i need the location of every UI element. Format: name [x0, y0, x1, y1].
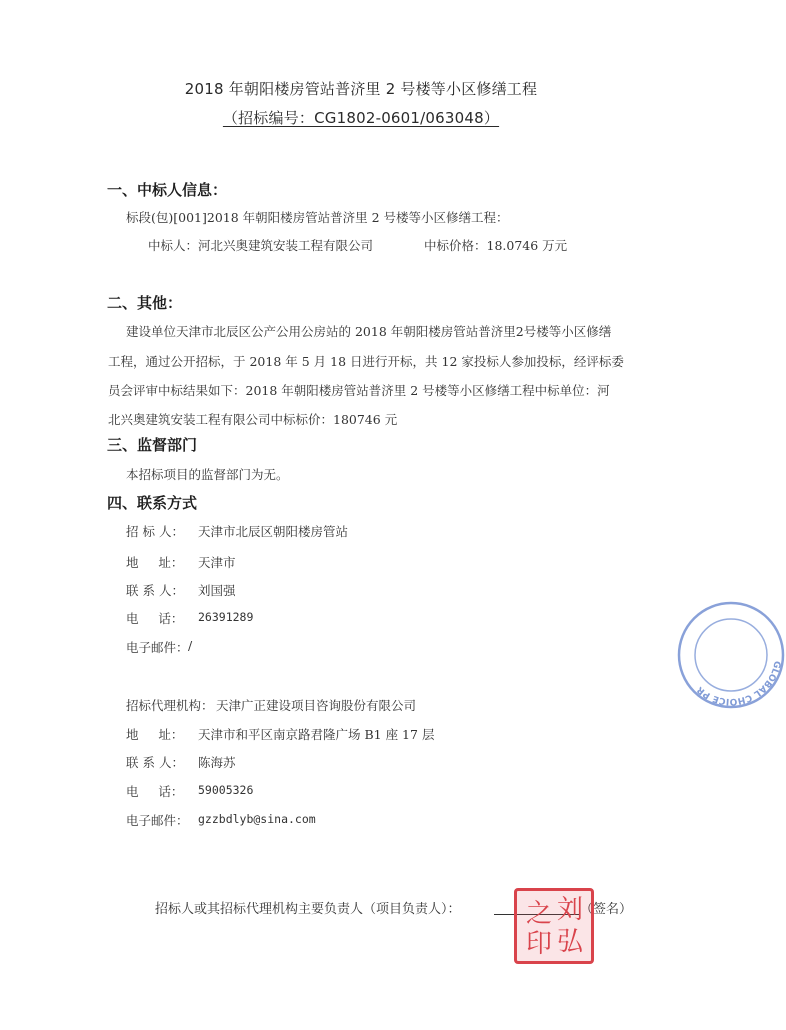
contact-label	[126, 522, 198, 540]
stamp-char: 弘	[557, 927, 584, 957]
contact-person-label: 联 系 人：	[126, 583, 184, 598]
agency-address-label: 地 址：	[126, 727, 184, 742]
section-other-heading: 二、其他：	[107, 294, 183, 312]
other-paragraph-line: 北兴奥建筑安装工程有限公司中标标价：180746 元	[108, 412, 398, 427]
personal-seal-stamp	[514, 888, 594, 964]
contact-person-value: 刘国强	[198, 583, 236, 598]
section-winner-heading: 一、中标人信息：	[107, 181, 228, 199]
address-label: 地 址：	[126, 555, 184, 570]
supervision-text: 本招标项目的监督部门为无。	[126, 467, 289, 482]
other-paragraph-line: 建设单位天津市北辰区公产公用公房站的 2018 年朝阳楼房管站普济里2号楼等小区修缮	[126, 324, 612, 339]
section-contact-heading: 四、联系方式	[107, 494, 198, 512]
other-paragraph-line: 员会评审中标结果如下：2018 年朝阳楼房管站普济里 2 号楼等小区修缮工程中标单位：河	[108, 383, 610, 398]
agency-value: 天津广正建设项目咨询股份有限公司	[216, 698, 417, 713]
phone-label: 电 话：	[126, 611, 184, 626]
phone-value: 26391289	[198, 610, 254, 624]
lot-description: 标段(包)[001]2018 年朝阳楼房管站普济里 2 号楼等小区修缮工程：	[126, 210, 509, 225]
tenderer-label: 招 标 人：	[126, 524, 184, 539]
address-value: 天津市	[198, 555, 236, 570]
agency-phone-label: 电 话：	[126, 784, 184, 799]
agency-address-value: 天津市和平区南京路君隆广场 B1 座 17 层	[198, 727, 435, 742]
stamp-char: 印	[526, 929, 553, 959]
winning-price: 中标价格：18.0746 万元	[424, 238, 568, 253]
agency-email-value: gzzbdlyb@sina.com	[198, 812, 316, 826]
email-label: 电子邮件：	[126, 640, 189, 655]
agency-contact-label: 联 系 人：	[126, 755, 184, 770]
winner-name: 中标人：河北兴奥建筑安装工程有限公司	[148, 238, 374, 253]
signature-suffix: （签名）	[580, 902, 633, 917]
agency-label: 招标代理机构：	[126, 698, 214, 713]
agency-email-label: 电子邮件：	[126, 813, 189, 828]
document-title: 2018 年朝阳楼房管站普济里 2 号楼等小区修缮工程	[184, 80, 538, 98]
section-supervision-heading: 三、监督部门	[107, 436, 198, 454]
signature-text: 招标人或其招标代理机构主要负责人（项目负责人）：	[155, 902, 461, 917]
tenderer-value: 天津市北辰区朝阳楼房管站	[198, 524, 349, 539]
other-paragraph-line: 工程，通过公开招标，于 2018 年 5 月 18 日进行开标，共 12 家投标人参加投标，经评标委	[108, 354, 624, 369]
agency-phone-value: 59005326	[198, 783, 254, 797]
stamp-char: 刘	[557, 895, 584, 925]
stamp-char: 之	[526, 899, 553, 929]
tender-number: （招标编号：CG1802-0601/063048）	[222, 109, 500, 127]
email-value: /	[188, 638, 193, 653]
agency-contact-value: 陈海苏	[198, 755, 236, 770]
company-round-seal	[676, 600, 786, 710]
svg-text:GLOBAL CHOICE PR: GLOBAL CHOICE PR	[695, 659, 782, 707]
